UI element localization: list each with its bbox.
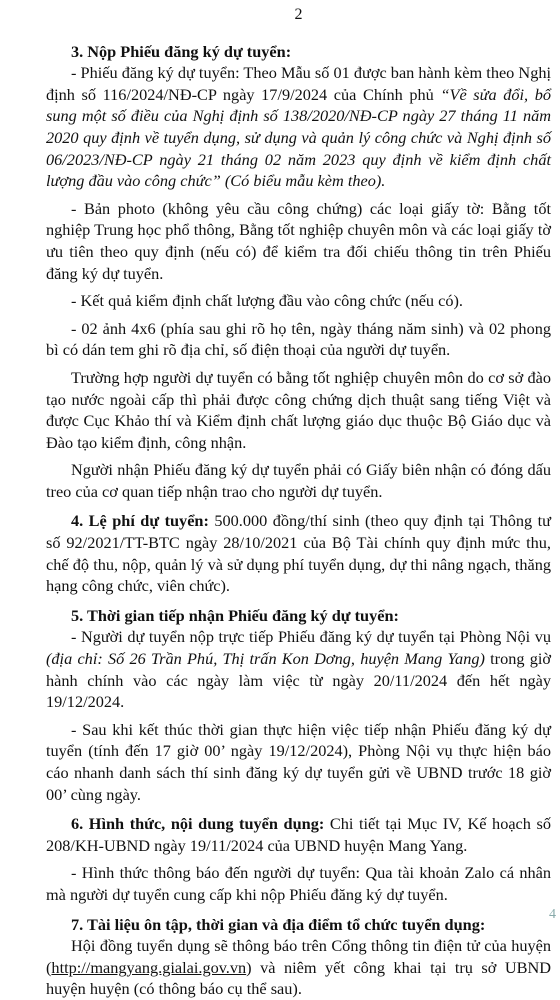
- section-4-heading: 4. Lệ phí dự tuyển:: [71, 511, 209, 531]
- s3-paragraph-form: [46, 62, 551, 192]
- section-6-paragraph: [46, 813, 551, 856]
- s3-form-italic: “Về sửa đổi, bổ sung một số điều của Nghị định số 138/2020/NĐ-CP ngày 27 tháng 11 năm 2020 quy định về tuyển dụng, sử dụng và quản lý công chức và Nghị định số 06/2023/NĐ-CP ngày 21 tháng 02 năm 2023 quy định về kiểm định chất lượng đầu vào công chức” (Có biểu mẫu kèm theo).: [46, 84, 551, 191]
- corner-mark: 4: [549, 907, 556, 923]
- s5-submit-text-end: trong giờ hành chính vào các ngày làm việc từ ngày 20/11/2024 đến hết ngày 19/12/2024.: [46, 649, 551, 712]
- s3-paragraph-receipt: Người nhận Phiếu đăng ký dự tuyển phải có Giấy biên nhận có đóng dấu treo của cơ quan tiếp nhận trao cho người dự tuyển.: [46, 460, 551, 501]
- page-number: 2: [294, 6, 303, 23]
- section-6-heading: 6. Hình thức, nội dung tuyển dụng:: [71, 814, 325, 834]
- section-4-paragraph: [46, 510, 551, 596]
- s7-paragraph: [46, 935, 551, 1000]
- s6-paragraph-zalo: - Hình thức thông báo đến người dự tuyển: Qua tài khoản Zalo cá nhân mà người dự tuyển cung cấp khi nộp Phiếu đăng ký dự tuyển.: [46, 863, 551, 904]
- section-5-heading: 5. Thời gian tiếp nhận Phiếu đăng ký dự tuyển:: [71, 605, 399, 625]
- s5-paragraph-submit: [46, 626, 551, 712]
- section-6-text: Chi tiết tại Mục IV, Kế hoạch số 208/KH-UBND ngày 19/11/2024 của UBND huyện Mang Yang.: [46, 814, 551, 855]
- section-3-heading: 3. Nộp Phiếu đăng ký dự tuyển:: [71, 41, 292, 61]
- s3-paragraph-photos: - 02 ảnh 4x6 (phía sau ghi rõ họ tên, ngày tháng năm sinh) và 02 phong bì có dán tem ghi rõ địa chỉ, số điện thoại của người dự tuyển.: [46, 318, 551, 360]
- s3-paragraph-photo: - Bản photo (không yêu cầu công chứng) các loại giấy tờ: Bằng tốt nghiệp Trung học phổ thông, Bằng tốt nghiệp chuyên môn và các loại giấy tờ ưu tiên theo quy định (nếu có) để kiểm tra đối chiếu thông tin trên Phiếu đăng ký dự tuyển.: [46, 198, 551, 283]
- s3-form-text: - Phiếu đăng ký dự tuyển: Theo Mẫu số 01 được ban hành kèm theo Nghị định số 116/2024/NĐ-CP ngày 17/9/2024 của Chính phủ: [46, 63, 551, 104]
- portal-link[interactable]: http://mangyang.gialai.gov.vn: [51, 957, 247, 977]
- section-7-heading: 7. Tài liệu ôn tập, thời gian và địa điểm tổ chức tuyển dụng:: [71, 914, 486, 934]
- s7-text: Hội đồng tuyển dụng sẽ thông báo trên Cổng thông tin điện tử của huyện (: [46, 936, 551, 977]
- s3-paragraph-result: - Kết quả kiểm định chất lượng đầu vào công chức (nếu có).: [71, 291, 464, 311]
- s5-address-italic: (địa chỉ: Số 26 Trần Phú, Thị trấn Kon Dơng, huyện Mang Yang): [46, 649, 485, 669]
- section-4-text: 500.000 đồng/thí sinh (theo quy định tại Thông tư số 92/2021/TT-BTC ngày 28/10/2021 của Bộ Tài chính quy định mức thu, chế độ thu, nộp, quản lý và sử dụng phí tuyển dụng, dự thi nâng ngạch, thăng hạng công chức, viên chức).: [46, 511, 551, 596]
- s5-submit-text: - Người dự tuyển nộp trực tiếp Phiếu đăng ký dự tuyển tại Phòng Nội vụ: [71, 627, 551, 647]
- document-page: [46, 4, 551, 1000]
- s5-paragraph-report: - Sau khi kết thúc thời gian thực hiện việc tiếp nhận Phiếu đăng ký dự tuyển (tính đến 17 giờ 00’ ngày 19/12/2024), Phòng Nội vụ thực hiện báo cáo nhanh danh sách thí sinh đăng ký dự tuyển gửi về UBND trước 18 giờ 00’ cùng ngày.: [46, 719, 551, 804]
- s7-text-end: ) và niêm yết công khai tại trụ sở UBND huyện huyện (có thông báo cụ thể sau).: [46, 957, 551, 999]
- s3-paragraph-foreign: Trường hợp người dự tuyển có bằng tốt nghiệp chuyên môn do cơ sở đào tạo nước ngoài cấp thì phải được công chứng dịch thuật sang tiếng Việt và được Cục Khảo thí và Kiểm định chất lượng giáo dục thuộc Bộ Giáo dục và Đào tạo kiểm định, công nhận.: [46, 367, 551, 452]
